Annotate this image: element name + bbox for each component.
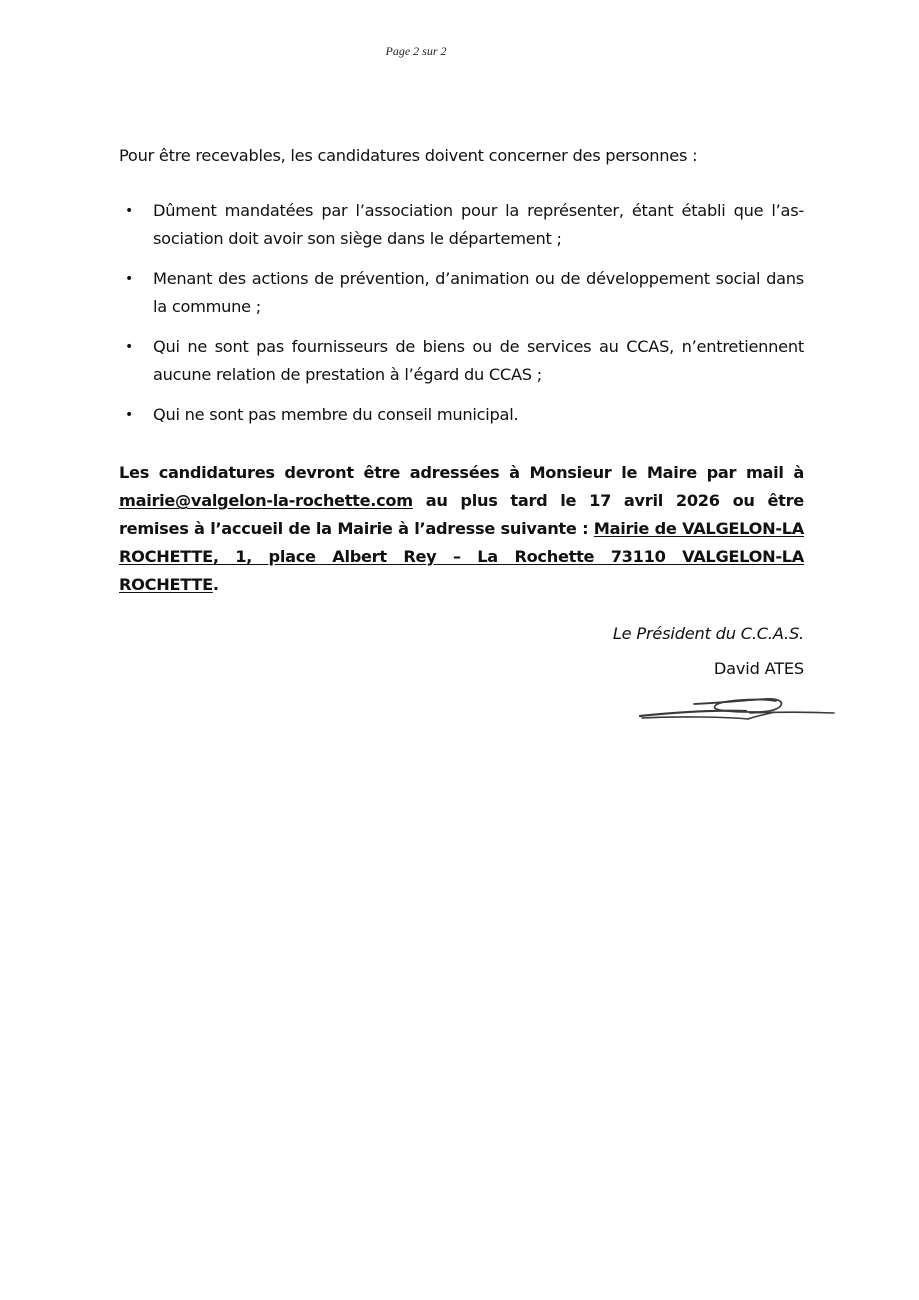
- criteria-text: Qui ne sont pas membre du conseil municipal.: [153, 405, 519, 424]
- criteria-item: [119, 401, 804, 429]
- criteria-text: Qui ne sont pas fournisseurs de biens ou de services au CCAS, n’entretiennent aucune relation de prestation à l’égard du CCAS ;: [153, 337, 804, 384]
- submission-notice: [119, 459, 804, 599]
- bullet-icon: •: [125, 407, 134, 423]
- bullet-icon: •: [125, 339, 134, 355]
- intro-paragraph: Pour être recevables, les candidatures doivent concerner des personnes :: [119, 146, 698, 165]
- notice-text: Les candidatures devront être adressées à Monsieur le Maire par mail à: [119, 463, 804, 482]
- criteria-item: [119, 333, 804, 389]
- criteria-list: [119, 197, 804, 429]
- signature-block: [613, 616, 804, 686]
- criteria-item: [119, 265, 804, 321]
- page-number-header: Page 2 sur 2: [385, 44, 447, 58]
- criteria-text: Dûment mandatées par l’association pour la représenter, étant établi que l’as-sociation doit avoir son siège dans le département ;: [153, 201, 804, 248]
- mairie-address: Mairie de VALGELON-LA ROCHETTE, 1, place Albert Rey – La Rochette 73110 VALGELON-LA ROCHETTE: [119, 519, 804, 594]
- handwritten-signature-icon: [638, 692, 838, 724]
- criteria-text: Menant des actions de prévention, d’animation ou de développement social dans la commune ;: [153, 269, 804, 316]
- bullet-icon: •: [125, 203, 134, 219]
- email-link[interactable]: mairie@valgelon-la-rochette.com: [119, 491, 413, 510]
- notice-text: au plus tard le 17 avril 2026 ou être remises à l’accueil de la Mairie à l’adresse suivante :: [119, 491, 804, 538]
- bullet-icon: •: [125, 271, 134, 287]
- criteria-item: [119, 197, 804, 253]
- notice-end: .: [212, 575, 219, 594]
- signatory-name: David ATES: [713, 659, 804, 678]
- signatory-title: Le Président du C.C.A.S.: [612, 624, 804, 643]
- document-body: [119, 142, 804, 599]
